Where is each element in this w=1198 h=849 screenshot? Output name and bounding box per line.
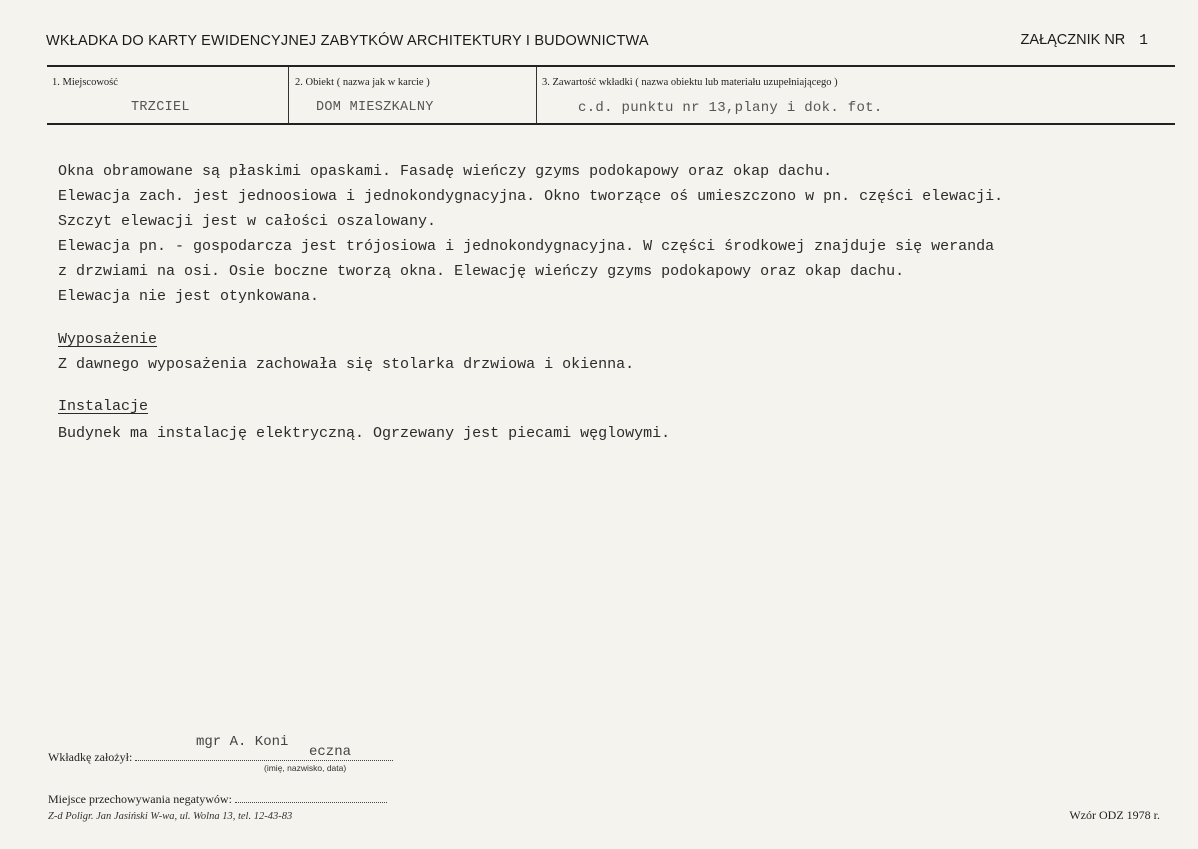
body-line-3: Szczyt elewacji jest w całości oszalowany.	[58, 213, 437, 230]
author-dotted-line	[135, 750, 393, 761]
body-line-5: z drzwiami na osi. Osie boczne tworzą okna. Elewację wieńczy gzyms podokapowy oraz okap dachu.	[58, 263, 905, 280]
card-title: WKŁADKA DO KARTY EWIDENCYJNEJ ZABYTKÓW ARCHITEKTURY I BUDOWNICTWA	[46, 33, 649, 49]
locality-value: TRZCIEL	[131, 100, 190, 115]
object-label: 2. Obiekt ( nazwa jak w karcie )	[295, 77, 430, 88]
author-hint: (imię, nazwisko, data)	[264, 763, 347, 773]
author-signature-line1: mgr A. Koni	[196, 734, 289, 750]
negatives-field	[48, 792, 387, 807]
installations-text: Budynek ma instalację elektryczną. Ogrzewany jest piecami węglowymi.	[58, 425, 671, 442]
installations-heading: Instalacje	[58, 398, 149, 415]
equipment-text: Z dawnego wyposażenia zachowała się stolarka drzwiowa i okienna.	[58, 356, 635, 373]
body-line-4: Elewacja pn. - gospodarcza jest trójosiowa i jednokondygnacyjna. W części środkowej znajduje się weranda	[58, 238, 995, 255]
object-value: DOM MIESZKALNY	[316, 100, 434, 115]
author-signature-line2: eczna	[309, 744, 352, 760]
header-top-rule	[47, 65, 1175, 67]
locality-label: 1. Miejscowość	[52, 77, 118, 88]
printer-imprint: Z-d Poligr. Jan Jasiński W-wa, ul. Wolna 13, tel. 12-43-83	[48, 811, 293, 822]
field-divider-1	[288, 67, 289, 123]
content-value: c.d. punktu nr 13,plany i dok. fot.	[578, 100, 883, 116]
equipment-heading: Wyposażenie	[58, 331, 158, 348]
annex-number: 1	[1139, 33, 1148, 49]
annex-label-text: ZAŁĄCZNIK NR	[1020, 32, 1126, 48]
negatives-label: Miejsce przechowywania negatywów:	[48, 792, 232, 806]
annex-label	[1021, 32, 1148, 49]
field-divider-2	[536, 67, 537, 123]
content-label: 3. Zawartość wkładki ( nazwa obiektu lub materiału uzupełniającego )	[542, 77, 838, 88]
body-line-2: Elewacja zach. jest jednoosiowa i jednokondygnacyjna. Okno tworzące oś umieszczono w pn. części elewacji.	[58, 188, 1004, 205]
form-id: Wzór ODZ 1978 r.	[1069, 808, 1160, 822]
negatives-dotted-line	[235, 792, 387, 803]
body-line-1: Okna obramowane są płaskimi opaskami. Fasadę wieńczy gzyms podokapowy oraz okap dachu.	[58, 163, 833, 180]
body-line-6: Elewacja nie jest otynkowana.	[58, 288, 320, 305]
header-bottom-rule	[47, 123, 1175, 125]
author-label: Wkładkę założył:	[48, 750, 133, 764]
